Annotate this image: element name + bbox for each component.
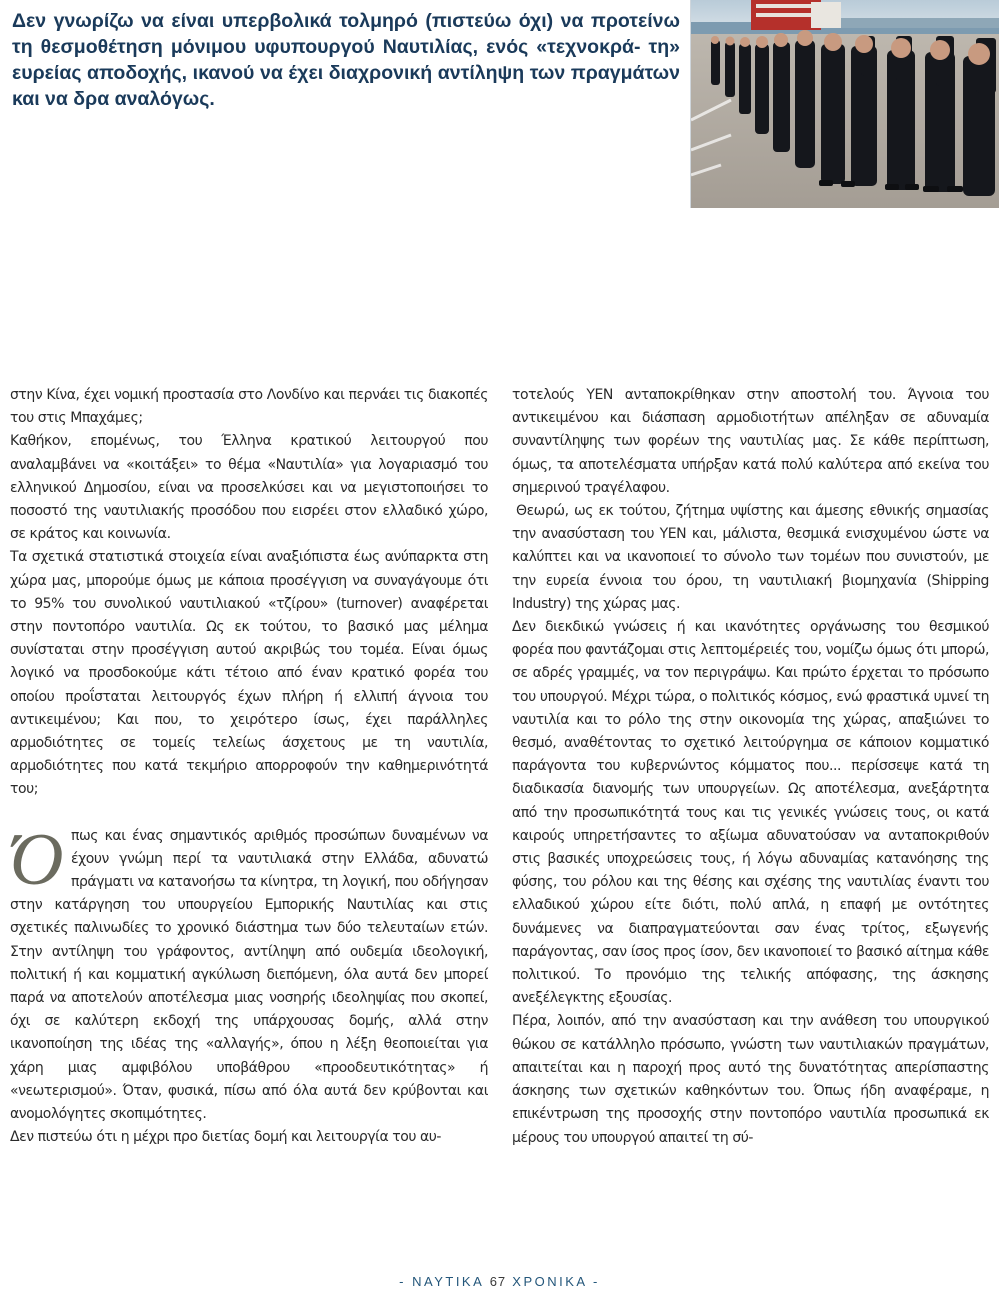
paragraph: Δεν πιστεύω ότι η μέχρι προ διετίας δομή και λειτουργία του αυ- xyxy=(10,1129,442,1146)
page-number: 67 xyxy=(489,1274,507,1289)
paragraph: Δεν διεκδικώ γνώσεις ή και ικανότητες οργάνωσης του θεσμικού φορέα που φαντάζομαι στις λεπτομέρειές του, νομίζω όμως ότι μπορώ, σε αδρές γραμμές, να τον περιγράψω. Και πρώτο έρχεται το πρόσωπο του υπουργού. Μέχρι τώρα, ο πολιτικός κόσμος, ενώ φραστικά υμνεί τη ναυτιλία και το ρόλο της στην οικονομία της χώρας, απαξιώνει το θεσμό, αναθέτοντας το σχετικό λειτούργημα σε κάποιον κομματικό παράγοντα του κυβερνώντος κόμματος που... περίσσεψε κατά τη διαδικασία διανομής των υπουργείων. Ως αποτέλεσμα, ανεξάρτητα από την προσωπικότητά τους και τις γενικές γνώσεις τους, οι κατά καιρούς υπηρετήσαντες το αξίωμα αδυνατούσαν να ανταποκριθούν στις βασικές υποχρεώσεις τους, ή λόγω αδυναμίας κατανόησης της φύσης, του ρόλου και της θέσης και σχέσης της ναυτιλίας έναντι του ελλαδικού χώρου είτε διότι, πολύ απλά, η επαφή με οντότητες δυνάμενες να διαπραγματεύονται σαν ένας τρίτος, εξωγενής παράγοντας, σαν ίσος προς ίσον, δεν ικανοποιεί το βασικό αίτημα κάθε πολιτικού. Το προνόμιο της τελικής απόφασης, της άσκησης ανεξέλεγκτης εξουσίας. xyxy=(512,619,989,1007)
paragraph-text: πως και ένας σημαντικός αριθμός προσώπων δυναμένων να έχουν γνώμη περί τα ναυτιλιακά στην Ελλάδα, αδυνατώ πράγματι να κατανοήσω τα κίνητρα, τη λογική, που οδήγησαν στην κατάργηση του υπουργείου Εμπορικής Ναυτιλίας και στις σχετικές παλινωδίες το χρονικό διάστημα των δύο τελευταίων ετών. Στην αντίληψη του γράφοντος, αντίληψη από ουδεμία ιδεολογική, πολιτική ή και κομματική αγκύλωση διεπόμενη, όλα αυτά δεν μπορεί παρά να αποτελούν αποτέλεσμα μιας νοσηρής ιδεοληψίας που σκοπεί, όχι σε καλύτερη εκδοχή της υπάρχουσας δομής, αλλά στην ικανοποίηση της ιδέας της «αλλαγής», όπου η λέξη θεοποιείται για χάρη μιας αμφιβόλου υποβάθρου «προοδευτικότητας» ή «νεωτερισμού». Όταν, φυσικά, πίσω από όλα αυτά δεν κρύβονται και ανομολόγητες σκοπιμότητες. xyxy=(10,827,488,1123)
paragraph: Καθήκον, επομένως, του Έλληνα κρατικού λειτουργού που αναλαμβάνει να «κοιτάξει» το θέμα «Ναυτιλία» για λογαριασμό του ελληνικού Δημοσίου, είναι να προσελκύσει και να μεγιστοποιήσει το ποσοστό της ναυτιλιακής προσόδου που εισρέει στον ελλαδικό χώρο, σε κράτος και κοινωνία. xyxy=(10,433,488,543)
paragraph: Θεωρώ, ως εκ τούτου, ζήτημα υψίστης και άμεσης εθνικής σημασίας την ανασύσταση του ΥΕΝ και, μάλιστα, θεσμικά ενισχυμένου ώστε να καλύπτει και να ικανοποιεί το σύνολο των τομέων που συνιστούν, με την ευρεία έννοια του όρου, τη ναυτιλιακή βιομηχανία (Shipping Industry) της χώρας μας. xyxy=(512,503,989,612)
article-column-right xyxy=(512,384,989,1150)
paragraph-with-dropcap xyxy=(10,818,488,1127)
footer-magazine-left: - ΝΑΥΤΙΚΑ xyxy=(399,1274,484,1289)
footer-magazine-right: ΧΡΟΝΙΚΑ - xyxy=(512,1274,600,1289)
article-column-left xyxy=(10,384,488,1150)
paragraph: Τα σχετικά στατιστικά στοιχεία είναι αναξιόπιστα έως ανύπαρκτα στη χώρα μας, μπορούμε όμως με κάποια προσέγγιση να συναγάγουμε ότι το 95% του συνολικού ναυτιλιακού «τζίρου» (turnover) αναφέρεται στην ποντοπόρο ναυτιλία. Ως εκ τούτου, το βασικό μας μέλημα συνίσταται στην προσέγγιση αυτού ακριβώς του τομέα. Είναι όμως λογικό να προσδοκούμε κάτι τέτοιο από έναν κρατικό φορέα του οποίου προΐσταται λειτουργός έχων πλήρη ή ελλιπή άγνοια του αντικειμένου; Και που, το χειρότερο ίσως, έχει παράλληλες αρμοδιότητες σε τομείς τελείως άσχετους με τη ναυτιλία, αρμοδιότητες που κατά τεκμήριο απορροφούν την καθημερινότητά του; xyxy=(10,549,488,798)
paragraph: στην Κίνα, έχει νομική προστασία στο Λονδίνο και περνάει τις διακοπές του στις Μπαχάμες; xyxy=(10,387,488,427)
drop-cap: Ό xyxy=(10,818,63,901)
cadets-formation-photo xyxy=(690,0,999,208)
pull-quote: Δεν γνωρίζω να είναι υπερβολικά τολμηρό (πιστεύω όχι) να προτείνω τη θεσμοθέτηση μόνιμου υφυπουργού Ναυτιλίας, ενός «τεχνοκρά- τη» ευρείας αποδοχής, ικανού να έχει διαχρονική αντίληψη των πραγμάτων και να δρα αναλόγως. xyxy=(12,10,680,110)
paragraph: τοτελούς ΥΕΝ ανταποκρίθηκαν στην αποστολή του. Άγνοια του αντικειμένου και διάσπαση αρμοδιοτήτων απέληξαν σε αδυναμία συναντίληψης των φορέων της ναυτιλίας μας. Σε κάθε περίπτωση, όμως, τα αποτελέσματα υπήρξαν κατά πολύ καλύτερα από εκείνα του σημερινού τραγέλαφου. xyxy=(512,387,989,496)
page-footer xyxy=(0,1274,999,1289)
paragraph: Πέρα, λοιπόν, από την ανασύσταση και την ανάθεση του υπουργικού θώκου σε κατάλληλο πρόσωπο, γνώστη των ναυτιλιακών πραγμάτων, απαιτείται και η παροχή προς αυτό της δυνατότητας απερίσπαστης άσκησης των σχετικών καθηκόντων του. Όπως ήδη αναφέραμε, η επικέντρωση της προσοχής στην ποντοπόρο ναυτιλία προσωπικά εκ μέρους του υπουργού απαιτεί τη σύ- xyxy=(512,1013,989,1146)
